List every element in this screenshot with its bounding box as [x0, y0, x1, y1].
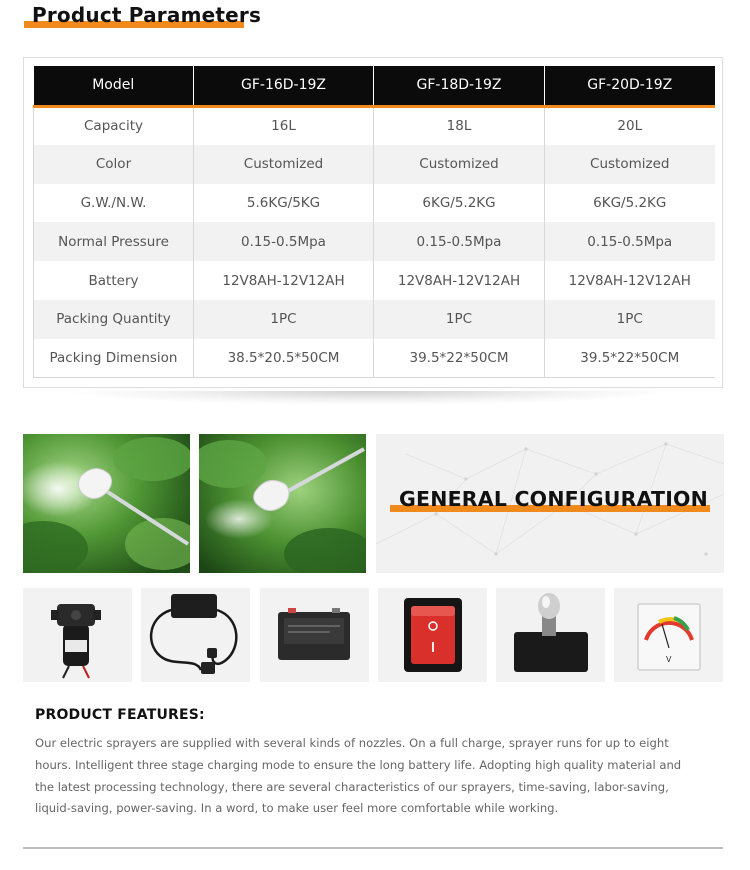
- row-label: Packing Dimension: [34, 339, 194, 378]
- features-title: PRODUCT FEATURES:: [35, 707, 205, 723]
- header-cell-gf18: GF-18D-19Z: [374, 66, 545, 106]
- spray-photo-1: [23, 434, 190, 573]
- table-row: [34, 222, 715, 261]
- header-cell-model: Model: [34, 66, 194, 106]
- table-row: [34, 300, 715, 339]
- header-cell-gf20: GF-20D-19Z: [545, 66, 715, 106]
- table-cell: 18L: [374, 106, 545, 145]
- features-body: [35, 733, 715, 820]
- table-cell: 0.15-0.5Mpa: [374, 222, 545, 261]
- row-label: Battery: [34, 261, 194, 300]
- table-header-row: [34, 66, 715, 106]
- features-line: Our electric sprayers are supplied with several kinds of nozzles. On a full charge, sprayer runs for up to eight: [35, 736, 669, 750]
- config-heading: GENERAL CONFIGURATION: [399, 487, 709, 511]
- table-cell: Customized: [545, 145, 715, 184]
- table-cell: 39.5*22*50CM: [545, 339, 715, 378]
- row-label: Packing Quantity: [34, 300, 194, 339]
- rocker-switch-icon: [378, 588, 487, 682]
- voltmeter-icon: [614, 588, 723, 682]
- table-cell: 20L: [545, 106, 715, 145]
- table-row: [34, 145, 715, 184]
- table-cell: 12V8AH-12V12AH: [194, 261, 374, 300]
- table-row: [34, 106, 715, 145]
- table-row: [34, 184, 715, 223]
- row-label: Normal Pressure: [34, 222, 194, 261]
- table-cell: 1PC: [374, 300, 545, 339]
- pump-icon: [23, 588, 132, 682]
- table-cell: 0.15-0.5Mpa: [194, 222, 374, 261]
- section-title: [24, 0, 261, 30]
- table-cell: Customized: [194, 145, 374, 184]
- header-cell-gf16: GF-16D-19Z: [194, 66, 374, 106]
- pressure-knob-icon: [496, 588, 605, 682]
- parameters-table: [33, 66, 715, 378]
- section-title-text: Product Parameters: [32, 3, 262, 27]
- table-shadow: [60, 391, 680, 405]
- table-cell: 39.5*22*50CM: [374, 339, 545, 378]
- table-row: [34, 339, 715, 378]
- table-cell: 1PC: [194, 300, 374, 339]
- battery-icon: [260, 588, 369, 682]
- parameters-table-frame: [23, 57, 723, 388]
- table-cell: 38.5*20.5*50CM: [194, 339, 374, 378]
- features-line: hours. Intelligent three stage charging mode to ensure the long battery life. Adopting high quality material and: [35, 757, 682, 772]
- row-label: G.W./N.W.: [34, 184, 194, 223]
- table-cell: 0.15-0.5Mpa: [545, 222, 715, 261]
- meter-unit-label: V: [666, 655, 672, 664]
- row-label: Capacity: [34, 106, 194, 145]
- table-cell: 12V8AH-12V12AH: [545, 261, 715, 300]
- general-configuration-banner: [376, 434, 724, 573]
- table-cell: 6KG/5.2KG: [374, 184, 545, 223]
- table-cell: Customized: [374, 145, 545, 184]
- table-cell: 6KG/5.2KG: [545, 184, 715, 223]
- charger-icon: [141, 588, 250, 682]
- features-line: liquid-saving, power-saving. In a word, to make user feel more comfortable while working.: [35, 801, 559, 816]
- spray-photo-2: [199, 434, 366, 573]
- table-cell: 16L: [194, 106, 374, 145]
- bottom-divider: [23, 847, 723, 849]
- table-cell: 12V8AH-12V12AH: [374, 261, 545, 300]
- table-cell: 5.6KG/5KG: [194, 184, 374, 223]
- row-label: Color: [34, 145, 194, 184]
- features-line: the latest processing technology, there are several characteristics of our sprayers, time-saving, labor-saving,: [35, 779, 669, 794]
- table-cell: 1PC: [545, 300, 715, 339]
- table-row: [34, 261, 715, 300]
